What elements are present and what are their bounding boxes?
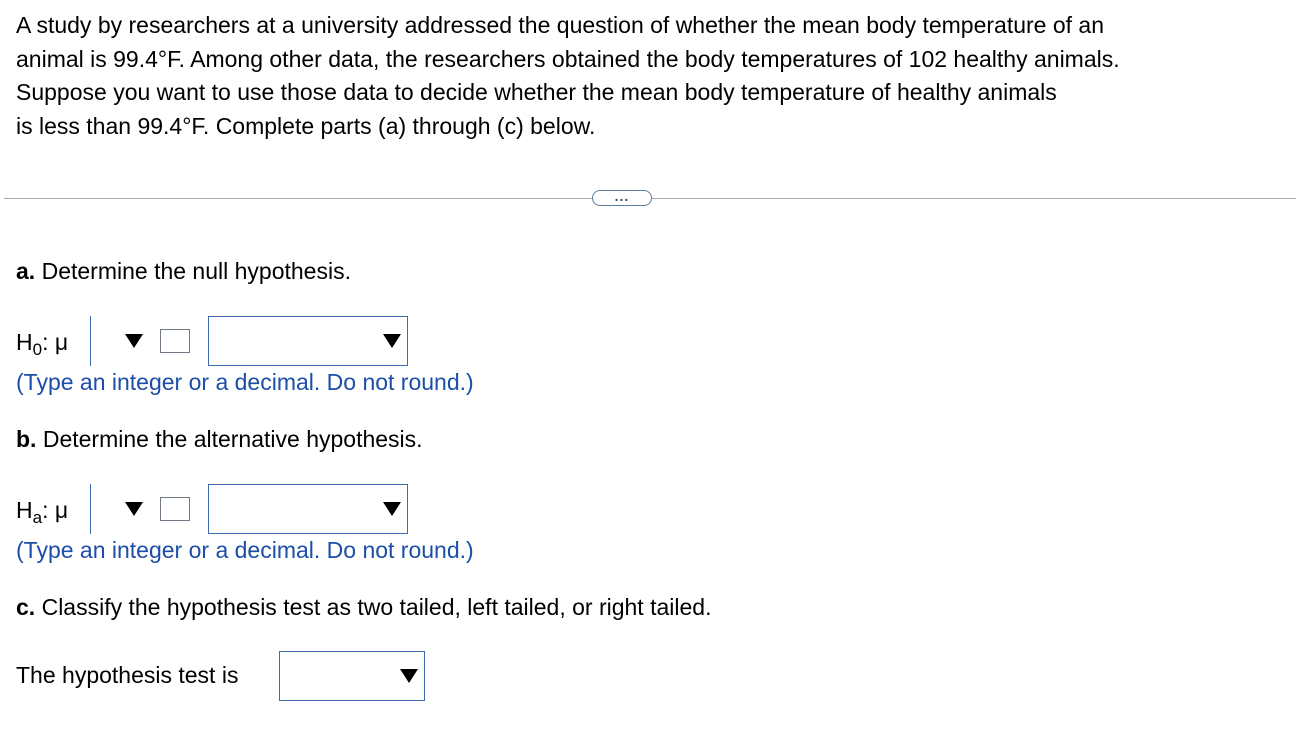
triangle-down-icon	[124, 501, 144, 517]
ellipsis-icon: ...	[614, 188, 630, 204]
alternative-unit-select[interactable]	[208, 484, 408, 534]
alternative-operator-select[interactable]	[90, 484, 152, 534]
input-hint: (Type an integer or a decimal. Do not round.)	[16, 369, 474, 395]
null-value-input[interactable]	[160, 329, 190, 353]
input-hint: (Type an integer or a decimal. Do not round.)	[16, 537, 474, 563]
part-c-heading	[16, 593, 711, 621]
triangle-down-icon	[382, 333, 402, 349]
triangle-down-icon	[124, 333, 144, 349]
triangle-down-icon	[382, 501, 402, 517]
part-a-heading	[16, 257, 351, 285]
question-text	[16, 9, 1286, 143]
part-c-prompt: Classify the hypothesis test as two tailed, left tailed, or right tailed.	[41, 594, 712, 620]
part-b-prompt: Determine the alternative hypothesis.	[42, 426, 423, 452]
null-operator-select[interactable]	[90, 316, 152, 366]
part-a-letter: a.	[16, 258, 36, 284]
part-b-letter: b.	[16, 426, 37, 452]
part-c-letter: c.	[16, 594, 36, 620]
more-button[interactable]	[592, 190, 652, 206]
question-line: Suppose you want to use those data to decide whether the mean body temperature of healthy animals	[16, 79, 1057, 105]
null-hypothesis-symbol: $H_0$: μ	[16, 329, 69, 359]
test-classification-select[interactable]	[279, 651, 425, 701]
question-line: is less than 99.4°F. Complete parts (a) through (c) below.	[16, 112, 596, 139]
question-line: A study by researchers at a university addressed the question of whether the mean body temperature of an	[16, 12, 1105, 38]
null-unit-select[interactable]	[208, 316, 408, 366]
alternative-value-input[interactable]	[160, 497, 190, 521]
test-classification-label: The hypothesis test is	[16, 662, 239, 688]
triangle-down-icon	[399, 668, 419, 684]
question-line: animal is 99.4°F. Among other data, the researchers obtained the body temperatures of 102 healthy animals.	[16, 45, 1120, 72]
part-b-heading	[16, 425, 423, 453]
alternative-hypothesis-symbol: $H_a$: μ	[16, 497, 69, 527]
part-a-prompt: Determine the null hypothesis.	[41, 258, 351, 284]
